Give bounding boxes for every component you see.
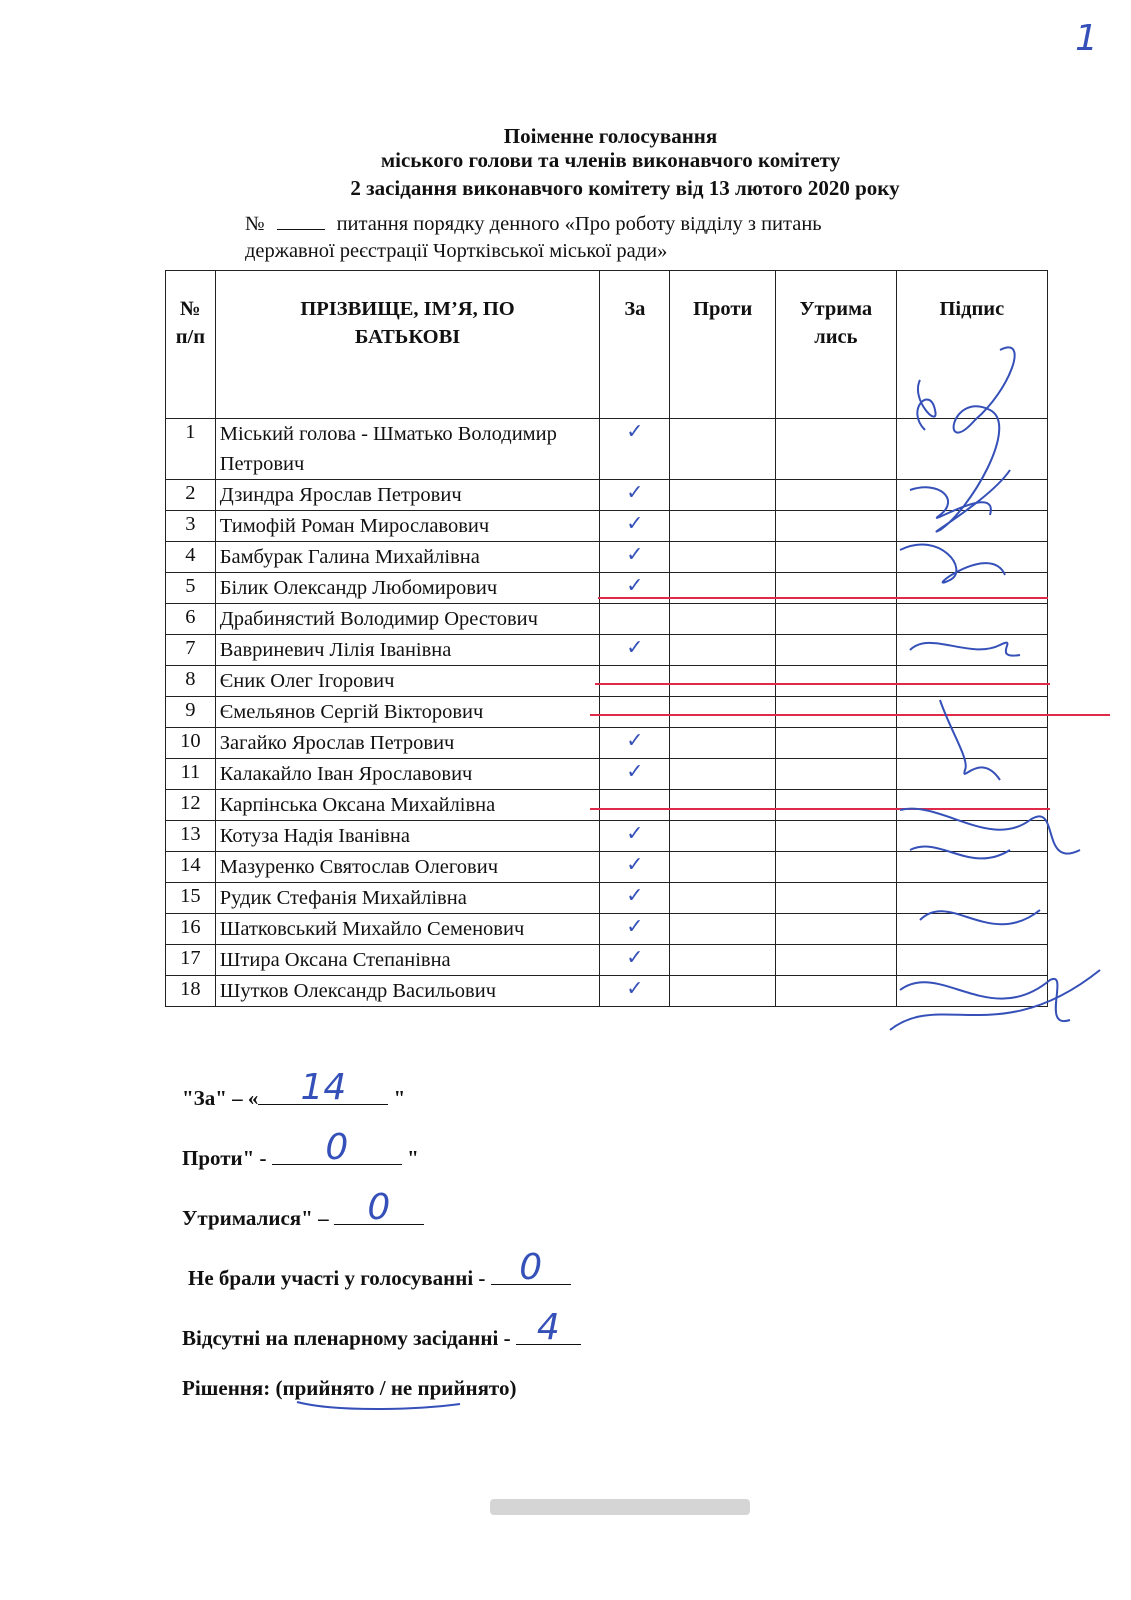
- row-proty: [670, 666, 776, 697]
- decision-value: (прийнято / не прийнято): [275, 1376, 517, 1400]
- agenda-number-sign: №: [245, 213, 265, 235]
- document-title: Поіменне голосування: [503, 124, 718, 148]
- row-utrymalys: [775, 945, 896, 976]
- row-za: [600, 666, 670, 697]
- row-name: Калакайло Іван Ярославович: [215, 759, 600, 790]
- row-utrymalys: [775, 790, 896, 821]
- row-num: 13: [166, 821, 216, 852]
- row-utrymalys: [775, 635, 896, 666]
- row-proty: [670, 480, 776, 511]
- row-utrymalys: [775, 914, 896, 945]
- row-name: Драбинястий Володимир Орестович: [215, 604, 600, 635]
- row-za: ✓: [600, 852, 670, 883]
- row-za: ✓: [600, 759, 670, 790]
- header-utrymalys: Утрима лись: [775, 271, 896, 419]
- row-za: [600, 697, 670, 728]
- row-name: Карпінська Оксана Михайлівна: [215, 790, 600, 821]
- row-proty: [670, 945, 776, 976]
- row-num: 9: [166, 697, 216, 728]
- agenda-text-line1: питання порядку денного «Про роботу відділу з питань: [336, 213, 822, 235]
- row-name: Шутков Олександр Васильович: [215, 976, 600, 1007]
- row-num: 7: [166, 635, 216, 666]
- row-utrymalys: [775, 759, 896, 790]
- row-utrymalys: [775, 666, 896, 697]
- summary-proty: [182, 1127, 419, 1171]
- summary-proty-label: Проти" -: [182, 1146, 267, 1170]
- row-utrymalys: [775, 976, 896, 1007]
- row-za: ✓: [600, 883, 670, 914]
- row-utrymalys: [775, 511, 896, 542]
- row-proty: [670, 604, 776, 635]
- row-za: [600, 604, 670, 635]
- row-name: Тимофій Роман Мирославович: [215, 511, 600, 542]
- row-num: 17: [166, 945, 216, 976]
- agenda-text-line2: державної реєстрації Чортківської міської ради»: [245, 240, 668, 262]
- summary-nebraly-field: [491, 1247, 571, 1288]
- row-num: 3: [166, 511, 216, 542]
- summary-vidsutni: [182, 1307, 581, 1351]
- row-num: 16: [166, 914, 216, 945]
- summary-za: [182, 1067, 406, 1111]
- header-pidpys: Підпис: [896, 271, 1047, 419]
- row-num: 6: [166, 604, 216, 635]
- summary-utr-label: Утрималися" –: [182, 1206, 329, 1230]
- row-num: 14: [166, 852, 216, 883]
- summary-za-label: "За" – «: [182, 1086, 259, 1110]
- row-num: 15: [166, 883, 216, 914]
- row-proty: [670, 635, 776, 666]
- row-za: [600, 790, 670, 821]
- page-number: 1: [1075, 18, 1098, 59]
- row-name: Дзиндра Ярослав Петрович: [215, 480, 600, 511]
- faded-stamp: [490, 1493, 750, 1521]
- summary-vidsutni-value: 4: [536, 1307, 560, 1348]
- row-utrymalys: [775, 480, 896, 511]
- row-name: Міський голова - Шматько Володимир Петрович: [215, 419, 600, 480]
- row-proty: [670, 759, 776, 790]
- summary-utr-field: [334, 1187, 424, 1228]
- row-proty: [670, 976, 776, 1007]
- row-utrymalys: [775, 852, 896, 883]
- header-name: ПРІЗВИЩЕ, ІМ’Я, ПО БАТЬКОВІ: [215, 271, 600, 419]
- decision-label: Рішення:: [182, 1376, 271, 1400]
- row-utrymalys: [775, 728, 896, 759]
- row-name: Білик Олександр Любомирович: [215, 573, 600, 604]
- row-name: Рудик Стефанія Михайлівна: [215, 883, 600, 914]
- row-proty: [670, 821, 776, 852]
- row-za: ✓: [600, 821, 670, 852]
- summary-nebraly-label: Не брали участі у голосуванні -: [188, 1266, 486, 1290]
- row-num: 5: [166, 573, 216, 604]
- header-proty: Проти: [670, 271, 776, 419]
- row-proty: [670, 883, 776, 914]
- row-name: Вавриневич Лілія Іванівна: [215, 635, 600, 666]
- row-za: ✓: [600, 573, 670, 604]
- row-utrymalys: [775, 883, 896, 914]
- row-za: ✓: [600, 728, 670, 759]
- summary-nebraly-value: 0: [519, 1247, 543, 1288]
- row-name: Загайко Ярослав Петрович: [215, 728, 600, 759]
- row-num: 11: [166, 759, 216, 790]
- row-num: 4: [166, 542, 216, 573]
- row-num: 8: [166, 666, 216, 697]
- row-proty: [670, 790, 776, 821]
- row-proty: [670, 542, 776, 573]
- document-subtitle: міського голови та членів виконавчого комітету: [380, 148, 841, 172]
- row-utrymalys: [775, 697, 896, 728]
- summary-vidsutni-label: Відсутні на пленарному засіданні -: [182, 1326, 511, 1350]
- row-num: 1: [166, 419, 216, 480]
- agenda-number-blank: [277, 211, 325, 230]
- signatures-drawing: [880, 330, 1110, 1050]
- row-za: ✓: [600, 511, 670, 542]
- row-proty: [670, 419, 776, 480]
- row-name: Шатковський Михайло Семенович: [215, 914, 600, 945]
- row-za: ✓: [600, 419, 670, 480]
- summary-za-end: ": [393, 1086, 406, 1110]
- session-date-line: 2 засідання виконавчого комітету від 13 лютого 2020 року: [350, 176, 900, 200]
- decision-underline-mark: [295, 1398, 465, 1412]
- summary-za-value: 14: [300, 1067, 347, 1108]
- row-num: 10: [166, 728, 216, 759]
- row-proty: [670, 511, 776, 542]
- row-name: Єник Олег Ігорович: [215, 666, 600, 697]
- header-num: № п/п: [166, 271, 216, 419]
- summary-vidsutni-field: [516, 1307, 581, 1348]
- header-za: За: [600, 271, 670, 419]
- row-proty: [670, 852, 776, 883]
- row-utrymalys: [775, 542, 896, 573]
- row-za: ✓: [600, 542, 670, 573]
- summary-utrymalys: [182, 1187, 424, 1231]
- summary-za-field: [258, 1067, 388, 1108]
- row-name: Ємельянов Сергій Вікторович: [215, 697, 600, 728]
- row-za: ✓: [600, 480, 670, 511]
- row-proty: [670, 728, 776, 759]
- summary-proty-field: [272, 1127, 402, 1168]
- summary-nebraly: [188, 1247, 571, 1291]
- row-num: 18: [166, 976, 216, 1007]
- summary-utr-value: 0: [367, 1187, 391, 1228]
- row-utrymalys: [775, 419, 896, 480]
- row-za: ✓: [600, 976, 670, 1007]
- row-name: Мазуренко Святослав Олегович: [215, 852, 600, 883]
- row-name: Котуза Надія Іванівна: [215, 821, 600, 852]
- row-num: 12: [166, 790, 216, 821]
- summary-proty-end: ": [407, 1146, 419, 1170]
- row-proty: [670, 697, 776, 728]
- row-utrymalys: [775, 821, 896, 852]
- row-proty: [670, 914, 776, 945]
- row-num: 2: [166, 480, 216, 511]
- row-name: Бамбурак Галина Михайлівна: [215, 542, 600, 573]
- row-za: ✓: [600, 914, 670, 945]
- agenda-item: [245, 211, 1055, 265]
- row-name: Штира Оксана Степанівна: [215, 945, 600, 976]
- row-za: ✓: [600, 945, 670, 976]
- summary-proty-value: 0: [325, 1127, 349, 1168]
- row-utrymalys: [775, 604, 896, 635]
- row-za: ✓: [600, 635, 670, 666]
